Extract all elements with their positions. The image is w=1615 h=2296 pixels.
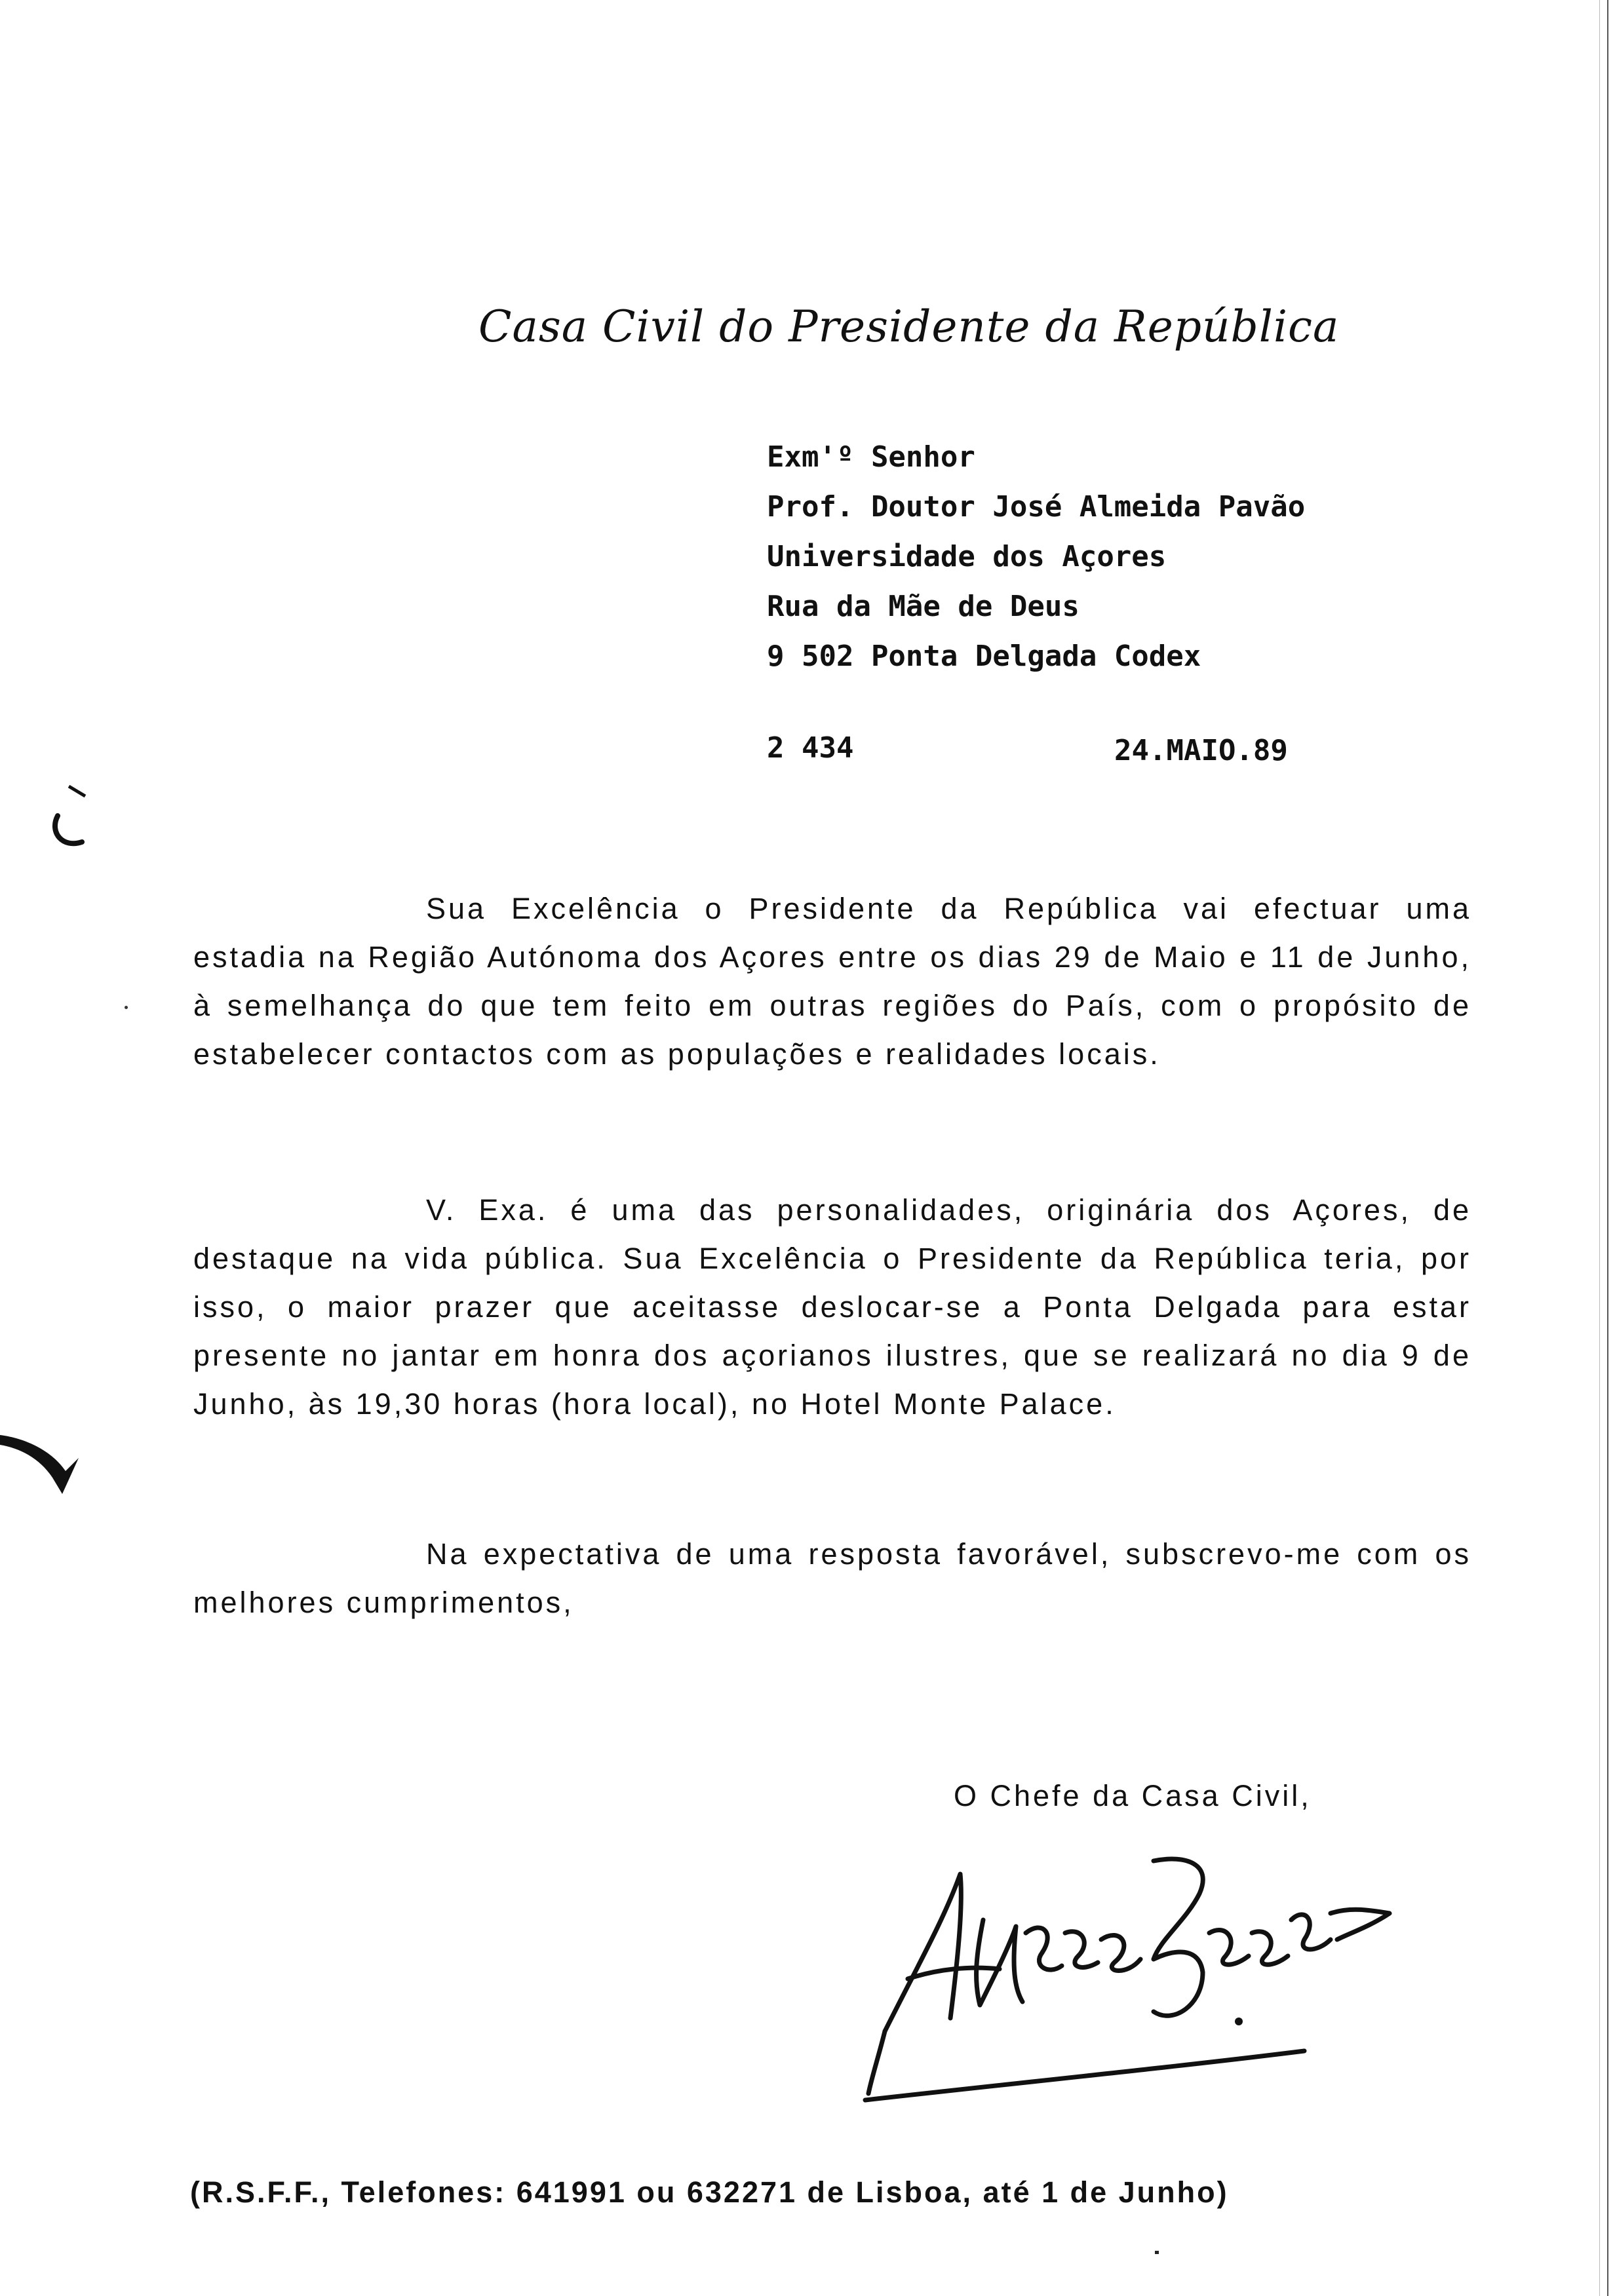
paragraph-2-text: V. Exa. é uma das personalidades, originária dos Açores, de destaque na vida pública. Sua Excelência o Presidente da República teria, por isso, o maior prazer que aceitasse deslocar-se a Ponta Delgada para estar presente no jantar em honra dos açorianos ilustres, que se realizará no dia 9 de Junho, às 19,30 horas (hora local), no Hotel Monte Palace.: [193, 1193, 1471, 1421]
signoff: O Chefe da Casa Civil,: [954, 1779, 1312, 1812]
footer-note: (R.S.F.F., Telefones: 641991 ou 632271 de Lisboa, até 1 de Junho): [190, 2175, 1229, 2209]
staple-mark: [0, 1425, 92, 1497]
scan-edge-line: [1599, 0, 1600, 2296]
recipient-street: Rua da Mãe de Deus: [767, 590, 1080, 623]
recipient-salutation: Exm'º Senhor: [767, 440, 975, 474]
recipient-address: [767, 432, 1305, 681]
speck: [1155, 2251, 1159, 2254]
recipient-institution: Universidade dos Açores: [767, 540, 1167, 573]
paragraph-1-text: Sua Excelência o Presidente da República vai efectuar uma estadia na Região Autónoma dos Açores entre os dias 29 de Maio e 11 de Junho, à semelhança do que tem feito em outras regiões do País, com o propósito de estabelecer contactos com as populações e realidades locais.: [193, 892, 1471, 1071]
paragraph-3-text: Na expectativa de uma resposta favorável, subscrevo-me com os melhores cumprimentos,: [193, 1537, 1471, 1619]
scan-edge-line: [1607, 0, 1608, 2296]
letter-date: 24.MAIO.89: [1114, 734, 1288, 767]
paragraph-2: [193, 1186, 1471, 1428]
recipient-city: 9 502 Ponta Delgada Codex: [767, 640, 1201, 673]
letterhead: Casa Civil do Presidente da República: [478, 301, 1340, 352]
paragraph-3: [193, 1530, 1471, 1627]
recipient-name: Prof. Doutor José Almeida Pavão: [767, 490, 1306, 524]
signature: [846, 1835, 1435, 2110]
paragraph-1: [193, 885, 1471, 1079]
speck: [125, 1006, 128, 1009]
hole-punch-mark: [46, 780, 92, 852]
reference-number: 2 434: [767, 731, 854, 765]
